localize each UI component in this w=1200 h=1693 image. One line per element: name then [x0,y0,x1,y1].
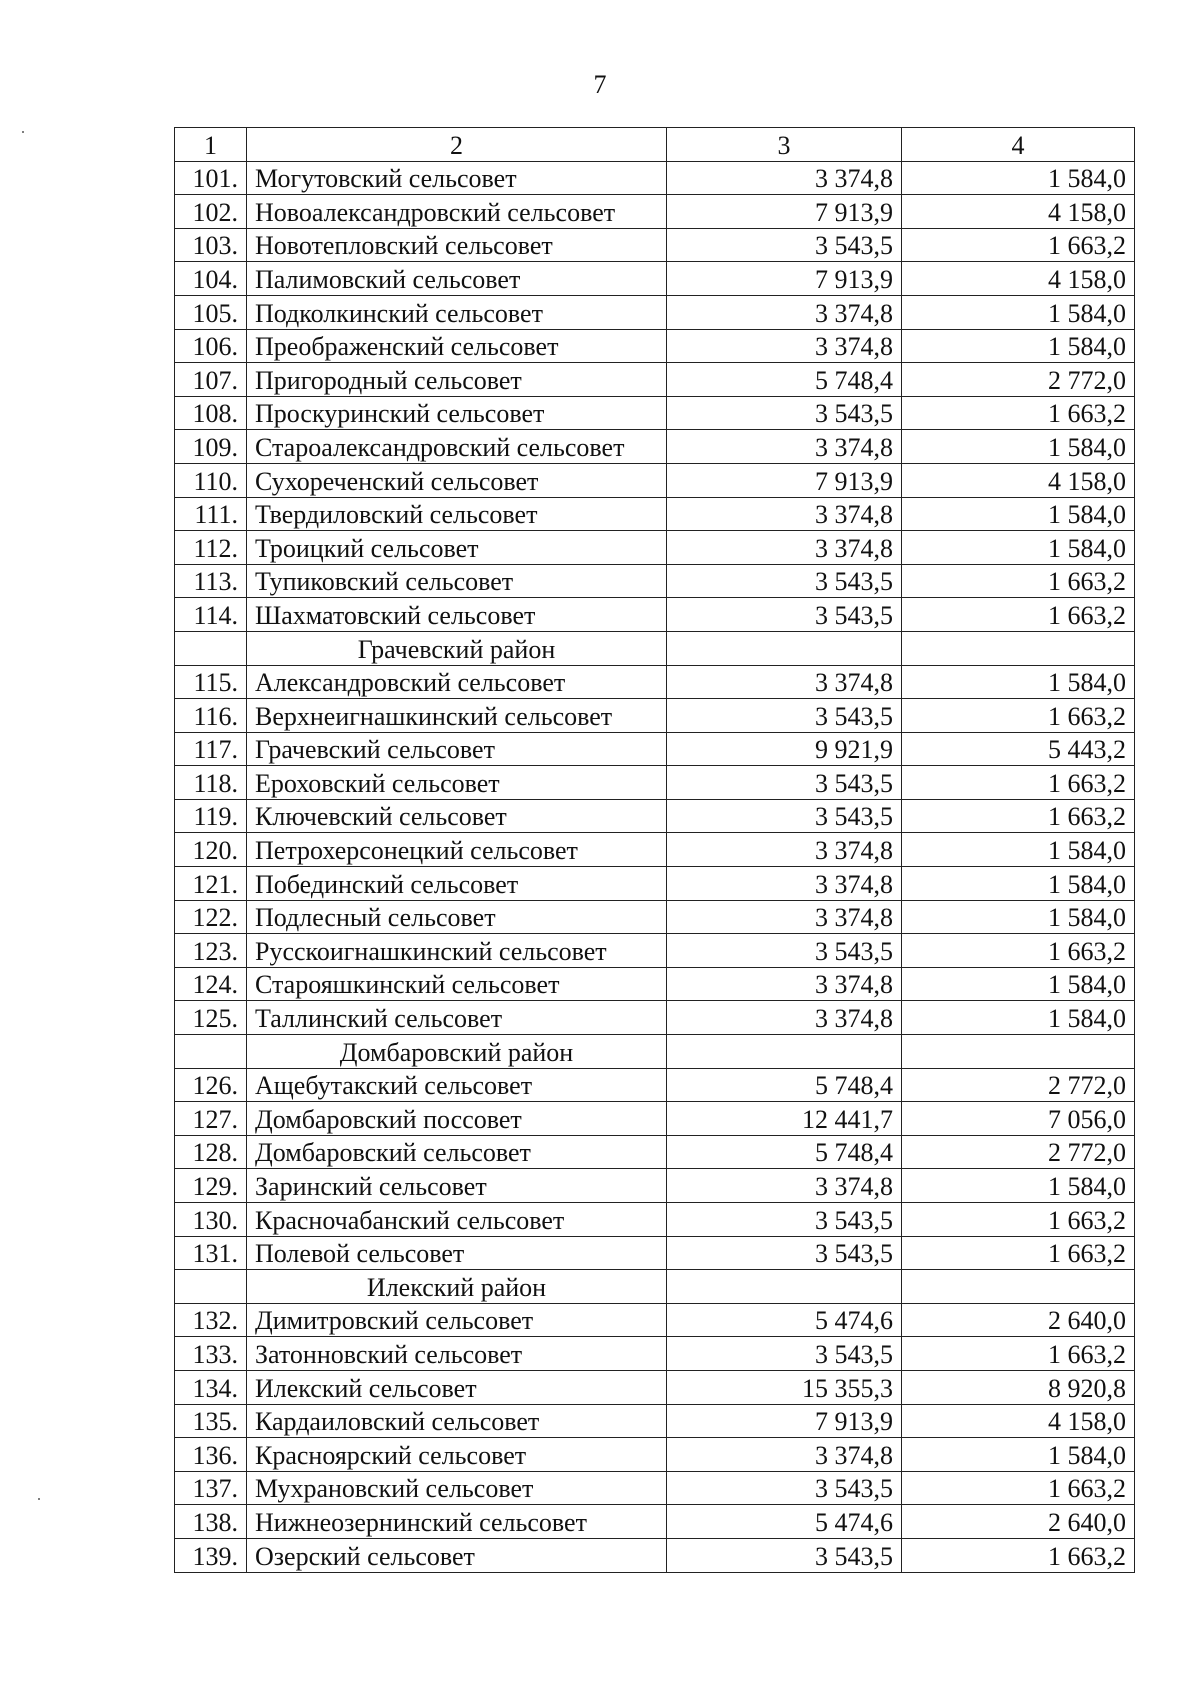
value-column-3: 3 374,8 [667,1001,902,1035]
row-number: 129. [175,1169,247,1203]
row-number: 132. [175,1303,247,1337]
table-row [175,161,1135,195]
settlement-name: Домбаровский поссовет [247,1102,667,1136]
settlement-name: Красноярский сельсовет [247,1438,667,1472]
value-column-4: 2 640,0 [902,1303,1135,1337]
row-number: 104. [175,262,247,296]
value-column-3: 7 913,9 [667,195,902,229]
value-column-4: 1 663,2 [902,1203,1135,1237]
scan-speck [38,1498,40,1500]
row-number: 128. [175,1135,247,1169]
value-column-3: 7 913,9 [667,1404,902,1438]
value-column-3: 7 913,9 [667,463,902,497]
settlement-name: Шахматовский сельсовет [247,598,667,632]
value-column-4: 2 640,0 [902,1505,1135,1539]
value-column-3: 3 374,8 [667,1169,902,1203]
table-row [175,1303,1135,1337]
table-row [175,1404,1135,1438]
value-column-4: 1 584,0 [902,967,1135,1001]
value-column-3: 3 374,8 [667,867,902,901]
settlement-name: Могутовский сельсовет [247,161,667,195]
settlement-name: Красночабанский сельсовет [247,1203,667,1237]
row-number: 119. [175,799,247,833]
value-column-4: 5 443,2 [902,732,1135,766]
row-number: 136. [175,1438,247,1472]
table-row [175,363,1135,397]
value-column-4: 1 663,2 [902,799,1135,833]
value-column-4: 2 772,0 [902,1135,1135,1169]
row-number: 137. [175,1471,247,1505]
column-header-3: 3 [667,128,902,162]
table-row [175,1337,1135,1371]
value-column-4: 4 158,0 [902,1404,1135,1438]
row-number: 120. [175,833,247,867]
row-number: 101. [175,161,247,195]
district-name: Илекский район [247,1270,667,1304]
value-column-3: 9 921,9 [667,732,902,766]
value-column-3: 3 374,8 [667,833,902,867]
settlement-name: Александровский сельсовет [247,665,667,699]
row-number: 114. [175,598,247,632]
row-number: 121. [175,867,247,901]
row-number: 107. [175,363,247,397]
value-column-3: 3 374,8 [667,329,902,363]
value-column-4: 1 663,2 [902,1236,1135,1270]
column-header-4: 4 [902,128,1135,162]
row-number: 126. [175,1068,247,1102]
table-row [175,699,1135,733]
value-column-4: 4 158,0 [902,195,1135,229]
table-row [175,1471,1135,1505]
table-row [175,867,1135,901]
settlement-name: Русскоигнашкинский сельсовет [247,934,667,968]
value-column-3: 3 374,8 [667,497,902,531]
row-number: 139. [175,1538,247,1572]
district-empty-cell [902,631,1135,665]
row-number: 135. [175,1404,247,1438]
row-number: 134. [175,1370,247,1404]
district-name: Домбаровский район [247,1035,667,1069]
table-row [175,329,1135,363]
settlement-name: Тупиковский сельсовет [247,564,667,598]
settlement-name: Преображенский сельсовет [247,329,667,363]
row-number: 131. [175,1236,247,1270]
settlement-name: Пригородный сельсовет [247,363,667,397]
settlement-name: Троицкий сельсовет [247,531,667,565]
table-row [175,497,1135,531]
value-column-3: 3 543,5 [667,799,902,833]
row-number: 127. [175,1102,247,1136]
value-column-4: 1 663,2 [902,396,1135,430]
table-row [175,1001,1135,1035]
value-column-3: 3 374,8 [667,1438,902,1472]
district-empty-cell [175,1035,247,1069]
table-row [175,1068,1135,1102]
scan-speck [22,131,24,133]
row-number: 108. [175,396,247,430]
table-row [175,195,1135,229]
table-row [175,295,1135,329]
value-column-3: 5 474,6 [667,1505,902,1539]
value-column-4: 2 772,0 [902,363,1135,397]
table-row [175,799,1135,833]
district-empty-cell [667,1035,902,1069]
table-row [175,1505,1135,1539]
value-column-4: 1 584,0 [902,1438,1135,1472]
value-column-4: 4 158,0 [902,463,1135,497]
value-column-3: 3 374,8 [667,665,902,699]
value-column-4: 1 663,2 [902,1337,1135,1371]
table-row [175,564,1135,598]
row-number: 118. [175,766,247,800]
settlement-name: Палимовский сельсовет [247,262,667,296]
row-number: 111. [175,497,247,531]
settlement-name: Подлесный сельсовет [247,900,667,934]
district-empty-cell [175,1270,247,1304]
value-column-4: 1 584,0 [902,1001,1135,1035]
row-number: 103. [175,228,247,262]
table-row [175,900,1135,934]
settlement-name: Сухореченский сельсовет [247,463,667,497]
value-column-3: 5 474,6 [667,1303,902,1337]
value-column-3: 3 543,5 [667,1236,902,1270]
row-number: 105. [175,295,247,329]
settlement-name: Старояшкинский сельсовет [247,967,667,1001]
row-number: 115. [175,665,247,699]
column-header-2: 2 [247,128,667,162]
settlement-name: Илекский сельсовет [247,1370,667,1404]
table-row [175,228,1135,262]
value-column-3: 3 543,5 [667,1337,902,1371]
settlement-name: Мухрановский сельсовет [247,1471,667,1505]
row-number: 122. [175,900,247,934]
settlement-name: Подколкинский сельсовет [247,295,667,329]
row-number: 130. [175,1203,247,1237]
value-column-4: 1 663,2 [902,1471,1135,1505]
settlement-name: Домбаровский сельсовет [247,1135,667,1169]
value-column-3: 3 374,8 [667,161,902,195]
value-column-4: 1 584,0 [902,531,1135,565]
settlement-name: Новоалександровский сельсовет [247,195,667,229]
district-empty-cell [902,1270,1135,1304]
value-column-4: 1 584,0 [902,665,1135,699]
settlement-name: Нижнеозернинский сельсовет [247,1505,667,1539]
table-row [175,1102,1135,1136]
district-empty-cell [902,1035,1135,1069]
settlement-name: Заринский сельсовет [247,1169,667,1203]
value-column-3: 3 543,5 [667,934,902,968]
row-number: 123. [175,934,247,968]
table-row [175,934,1135,968]
row-number: 138. [175,1505,247,1539]
value-column-3: 3 543,5 [667,699,902,733]
settlement-name: Ероховский сельсовет [247,766,667,800]
row-number: 117. [175,732,247,766]
table-row [175,1169,1135,1203]
settlement-name: Ащебутакский сельсовет [247,1068,667,1102]
value-column-4: 1 584,0 [902,900,1135,934]
settlement-name: Димитровский сельсовет [247,1303,667,1337]
value-column-3: 3 543,5 [667,598,902,632]
table-row [175,463,1135,497]
value-column-4: 1 584,0 [902,295,1135,329]
value-column-4: 1 663,2 [902,598,1135,632]
value-column-4: 1 584,0 [902,1169,1135,1203]
value-column-3: 3 543,5 [667,564,902,598]
row-number: 112. [175,531,247,565]
value-column-4: 1 584,0 [902,329,1135,363]
table-header-row [175,128,1135,162]
value-column-4: 1 663,2 [902,1538,1135,1572]
settlement-name: Новотепловский сельсовет [247,228,667,262]
value-column-3: 12 441,7 [667,1102,902,1136]
row-number: 125. [175,1001,247,1035]
value-column-3: 3 543,5 [667,766,902,800]
value-column-3: 3 543,5 [667,1538,902,1572]
value-column-3: 5 748,4 [667,363,902,397]
settlement-name: Ключевский сельсовет [247,799,667,833]
settlement-name: Озерский сельсовет [247,1538,667,1572]
settlement-name: Полевой сельсовет [247,1236,667,1270]
row-number: 116. [175,699,247,733]
value-column-4: 4 158,0 [902,262,1135,296]
district-empty-cell [667,631,902,665]
table-row [175,531,1135,565]
value-column-4: 1 584,0 [902,161,1135,195]
row-number: 109. [175,430,247,464]
table-row [175,665,1135,699]
value-column-4: 1 663,2 [902,934,1135,968]
value-column-4: 1 584,0 [902,833,1135,867]
value-column-3: 15 355,3 [667,1370,902,1404]
settlement-name: Побединский сельсовет [247,867,667,901]
value-column-3: 3 374,8 [667,531,902,565]
value-column-3: 3 543,5 [667,396,902,430]
row-number: 110. [175,463,247,497]
value-column-3: 5 748,4 [667,1135,902,1169]
settlement-name: Затонновский сельсовет [247,1337,667,1371]
settlement-name: Проскуринский сельсовет [247,396,667,430]
allocation-table [174,127,1135,1573]
settlement-name: Грачевский сельсовет [247,732,667,766]
district-heading-row [175,631,1135,665]
table-row [175,1236,1135,1270]
value-column-3: 3 374,8 [667,900,902,934]
table-row [175,1135,1135,1169]
value-column-3: 3 543,5 [667,1471,902,1505]
value-column-4: 1 584,0 [902,867,1135,901]
column-header-1: 1 [175,128,247,162]
value-column-4: 7 056,0 [902,1102,1135,1136]
value-column-4: 1 584,0 [902,497,1135,531]
value-column-3: 5 748,4 [667,1068,902,1102]
table-row [175,396,1135,430]
value-column-3: 7 913,9 [667,262,902,296]
settlement-name: Таллинский сельсовет [247,1001,667,1035]
value-column-4: 1 663,2 [902,699,1135,733]
value-column-4: 1 663,2 [902,228,1135,262]
value-column-3: 3 374,8 [667,295,902,329]
value-column-3: 3 543,5 [667,228,902,262]
table-row [175,766,1135,800]
table-row [175,598,1135,632]
table-row [175,430,1135,464]
table-body [175,128,1135,1573]
table-row [175,833,1135,867]
district-name: Грачевский район [247,631,667,665]
row-number: 106. [175,329,247,363]
value-column-3: 3 374,8 [667,430,902,464]
table-row [175,262,1135,296]
page-number: 7 [593,70,607,99]
settlement-name: Староалександровский сельсовет [247,430,667,464]
table-row [175,1370,1135,1404]
settlement-name: Твердиловский сельсовет [247,497,667,531]
row-number: 113. [175,564,247,598]
value-column-4: 8 920,8 [902,1370,1135,1404]
district-empty-cell [175,631,247,665]
district-heading-row [175,1035,1135,1069]
table-row [175,732,1135,766]
value-column-3: 3 374,8 [667,967,902,1001]
district-heading-row [175,1270,1135,1304]
table-row [175,1203,1135,1237]
value-column-4: 2 772,0 [902,1068,1135,1102]
settlement-name: Петрохерсонецкий сельсовет [247,833,667,867]
settlement-name: Кардаиловский сельсовет [247,1404,667,1438]
row-number: 133. [175,1337,247,1371]
district-empty-cell [667,1270,902,1304]
value-column-4: 1 663,2 [902,564,1135,598]
row-number: 124. [175,967,247,1001]
value-column-4: 1 663,2 [902,766,1135,800]
table-row [175,1538,1135,1572]
value-column-4: 1 584,0 [902,430,1135,464]
table-row [175,967,1135,1001]
table-row [175,1438,1135,1472]
value-column-3: 3 543,5 [667,1203,902,1237]
row-number: 102. [175,195,247,229]
settlement-name: Верхнеигнашкинский сельсовет [247,699,667,733]
